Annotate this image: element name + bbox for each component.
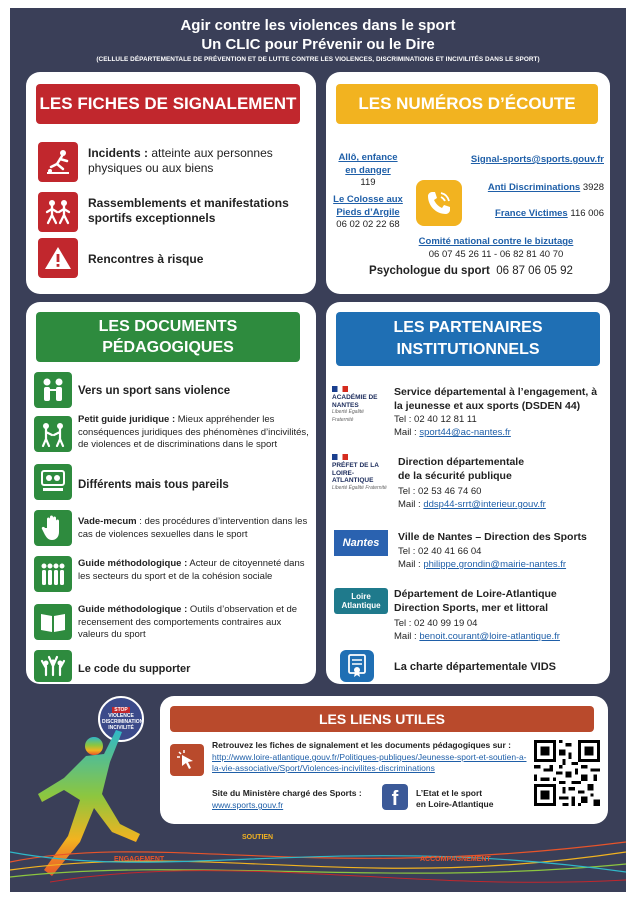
liens-intro: Retrouvez les fiches de signalement et les documents pédagogiques sur : <box>212 740 511 750</box>
facebook-icon[interactable]: f <box>382 784 408 810</box>
hand-stop-icon <box>34 510 72 546</box>
click-icon <box>170 744 204 776</box>
p3-name: Ville de Nantes – Direction des Sports <box>398 531 587 543</box>
doc-item-differents: Différents mais tous pareils <box>78 479 229 491</box>
facebook-label: L’Etat et le sport en Loire-Atlantique <box>416 788 494 809</box>
footer-word-accompagnement: ACCOMPAGNEMENT <box>420 856 491 863</box>
fiche-item-rencontres: Rencontres à risque <box>88 252 204 266</box>
documents-title: LES DOCUMENTS PÉDAGOGIQUES <box>36 312 300 362</box>
flag-icon <box>332 386 348 392</box>
doc-item-vade-mecum: Vade-mecum : des procédures d’intervention dans les cas de violences sexuelles dans le sport <box>78 516 308 540</box>
flag-icon <box>332 454 348 460</box>
footer-word-soutien: SOUTIEN <box>242 834 274 841</box>
documents-card <box>26 302 316 684</box>
fiche-item-rassemblements: Rassemblements et manifestations sportifs exceptionnels <box>88 196 289 225</box>
footer-word-engagement: ENGAGEMENT <box>114 856 165 863</box>
p2-mail: Mail : ddsp44-srrt@interieur.gouv.fr <box>398 499 546 510</box>
liens-title: LES LIENS UTILES <box>170 706 594 732</box>
doc-item-guide-citoyennete: Guide méthodologique : Acteur de citoyenneté dans les secteurs du sport et de la cohésion sociale <box>78 558 305 582</box>
footer-swirls <box>10 822 626 892</box>
signal-sports-link[interactable]: Signal-sports@sports.gouv.fr <box>470 154 604 165</box>
numeros-title: LES NUMÉROS D’ÉCOUTE <box>336 84 598 124</box>
people-icon <box>34 372 72 408</box>
france-victimes: France Victimes 116 006 <box>495 208 604 219</box>
justice-icon <box>34 416 72 452</box>
header <box>10 8 626 63</box>
ministere-label: Site du Ministère chargé des Sports : <box>212 788 362 798</box>
charte-vids: La charte départementale VIDS <box>394 661 557 673</box>
prefet-logo: PRÉFET DE LA LOIRE-ATLANTIQUE Liberté Égalité Fraternité <box>332 454 388 492</box>
book-icon <box>34 604 72 640</box>
p4-mail: Mail : benoit.courant@loire-atlantique.fr <box>394 631 560 642</box>
fiches-title: LES FICHES DE SIGNALEMENT <box>36 84 300 124</box>
numeros-card <box>326 72 610 294</box>
warning-icon <box>38 238 78 278</box>
charter-icon <box>340 650 374 682</box>
diversity-icon <box>34 464 72 500</box>
p3-mail: Mail : philippe.grondin@mairie-nantes.fr <box>398 559 567 570</box>
fiches-card <box>26 72 316 294</box>
phone-icon <box>416 180 462 226</box>
loire-atlantique-logo: Loire Atlantique <box>334 588 388 614</box>
p2-tel: Tel : 02 53 46 74 60 <box>398 486 482 497</box>
doc-item-sans-violence: Vers un sport sans violence <box>78 385 231 397</box>
header-title-2: Un CLIC pour Prévenir ou le Dire <box>201 36 435 53</box>
p4-tel: Tel : 02 40 99 19 04 <box>394 618 478 629</box>
stop-sign: STOP VIOLENCE DISCRIMINATION INCIVILITÉ <box>98 696 144 742</box>
p1-name: Service départemental à l’engagement, à la jeunesse et aux sports (DSDEN 44) <box>394 386 598 412</box>
partenaires-card <box>326 302 610 684</box>
doc-item-guide-juridique: Petit guide juridique : Mieux appréhender les conséquences juridiques des phénomènes d’incivilités, de violences et de discriminations dans le sport <box>78 414 309 450</box>
liens-url[interactable]: http://www.loire-atlantique.gouv.fr/Politiques-publiques/Jeunesse-sport-et-soutien-a-la-vie-associative/Sport/Violences-incivilites-discriminations <box>212 752 527 773</box>
doc-item-guide-observation: Guide méthodologique : Outils d’observation et de recensement des comportements contraires aux valeurs du sport <box>78 604 298 640</box>
liens-card <box>160 696 608 824</box>
colosse: Le Colosse aux Pieds d’Argile 06 02 02 22 68 <box>333 194 403 230</box>
nantes-logo: Nantes <box>334 530 388 556</box>
header-title-1: Agir contre les violences dans le sport <box>180 17 456 34</box>
psychologue: Psychologue du sport 06 87 06 05 92 <box>369 265 573 277</box>
poster <box>10 8 626 892</box>
partenaires-title: LES PARTENAIRES INSTITUTIONNELS <box>336 312 600 366</box>
p4-name: Département de Loire-Atlantique Direction Sports, mer et littoral <box>394 588 557 614</box>
p3-tel: Tel : 02 40 41 66 04 <box>398 546 482 557</box>
citizenship-icon <box>34 556 72 592</box>
academie-logo: ACADÉMIE DE NANTES Liberté Égalité Fraternité <box>332 386 382 424</box>
header-subtitle: (CELLULE DÉPARTEMENTALE DE PRÉVENTION ET DE LUTTE CONTRE LES VIOLENCES, DISCRIMINATIONS ET INCIVILITÉS DANS LE SPORT) <box>96 56 540 63</box>
anti-discriminations: Anti Discriminations 3928 <box>487 182 604 193</box>
crowd-icon <box>38 192 78 232</box>
comite-bizutage: Comité national contre le bizutage 06 07 45 26 11 - 06 82 81 40 70 <box>418 236 574 260</box>
ministere-url[interactable]: www.sports.gouv.fr <box>212 800 284 810</box>
p1-mail: Mail : sport44@ac-nantes.fr <box>394 427 511 438</box>
fiche-item-incidents: Incidents : atteinte aux personnes physiques ou aux biens <box>88 146 273 175</box>
qr-code[interactable] <box>534 740 600 806</box>
doc-item-code-supporter: Le code du supporter <box>78 663 191 675</box>
p1-tel: Tel : 02 40 12 81 11 <box>394 414 477 425</box>
incident-icon <box>38 142 78 182</box>
p2-name: Direction départementale de la sécurité publique <box>398 456 525 482</box>
supporters-icon <box>34 650 72 682</box>
allo-enfance: Allô, enfance en danger 119 <box>338 152 398 188</box>
